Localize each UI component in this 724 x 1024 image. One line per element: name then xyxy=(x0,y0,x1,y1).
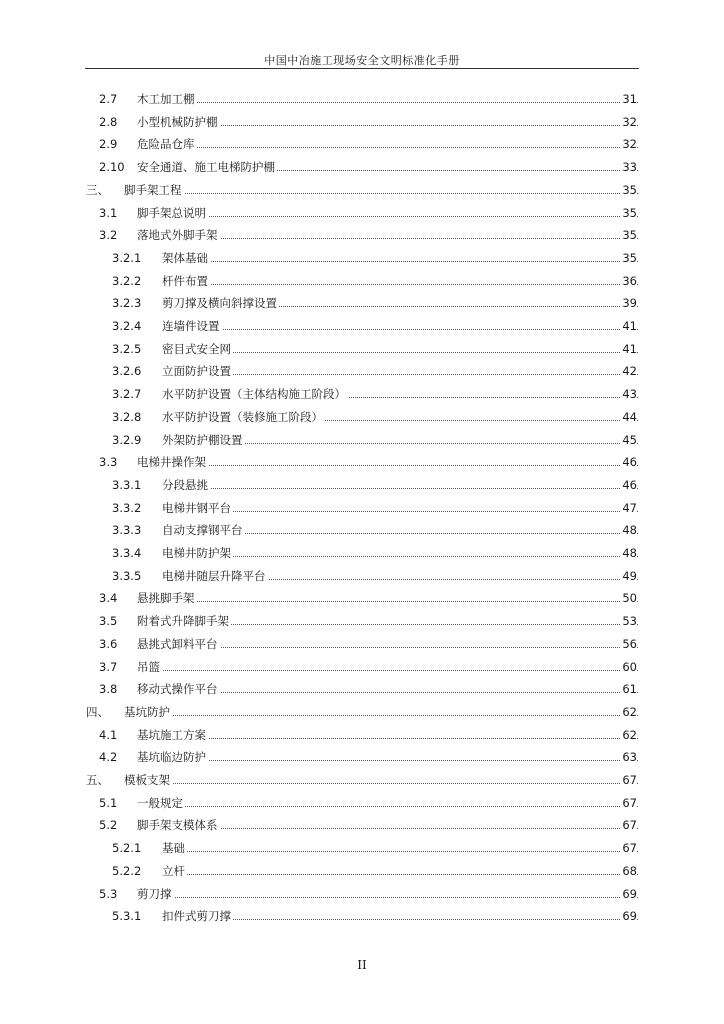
toc-entry-page: 35 xyxy=(622,205,637,220)
toc-entry-number: 2.9 xyxy=(99,137,118,152)
toc-entry-title: 悬挑脚手架 xyxy=(137,591,195,606)
toc-entry[interactable] xyxy=(0,313,724,333)
toc-entry[interactable] xyxy=(0,404,724,424)
toc-entry-title: 分段悬挑 xyxy=(162,477,208,492)
toc-entry[interactable] xyxy=(0,540,724,560)
toc-leader-dots xyxy=(162,850,638,852)
toc-entry-title: 剪刀撑 xyxy=(137,886,172,901)
toc-entry-title: 立杆 xyxy=(162,863,185,878)
toc-leader-dots xyxy=(137,737,638,739)
toc-entry-page: 36 xyxy=(622,273,637,288)
toc-entry-page: 44 xyxy=(622,409,637,424)
toc-entry-page: 32 xyxy=(622,114,637,129)
toc-entry-title: 基坑防护 xyxy=(124,704,170,719)
toc-entry-title: 水平防护设置（装修施工阶段） xyxy=(162,409,323,424)
toc-entry-number: 3.3.4 xyxy=(112,546,142,560)
toc-entry-number: 3.3 xyxy=(99,455,118,470)
toc-entry-page: 68 xyxy=(622,863,637,878)
toc-entry-title: 悬挑式卸料平台 xyxy=(137,636,218,651)
toc-entry[interactable] xyxy=(0,290,724,310)
toc-entry-title: 密目式安全网 xyxy=(162,341,231,356)
toc-leader-dots xyxy=(162,918,638,920)
toc-entry-number: 五、 xyxy=(86,773,109,787)
toc-entry-page: 56 xyxy=(622,636,637,651)
toc-entry-number: 3.2.4 xyxy=(112,319,142,333)
toc-leader-dots xyxy=(137,669,638,671)
toc-entry-page: 41 xyxy=(622,341,637,356)
toc-entry[interactable] xyxy=(0,654,724,674)
toc-entry-page: 69 xyxy=(622,909,637,924)
toc-entry-title: 脚手架总说明 xyxy=(137,205,206,220)
toc-entry-number: 3.2.6 xyxy=(112,364,142,379)
toc-leader-dots xyxy=(162,555,638,557)
toc-leader-dots xyxy=(124,192,638,194)
toc-entry-page: 67 xyxy=(622,795,637,810)
toc-entry[interactable] xyxy=(0,608,724,628)
toc-entry-number: 四、 xyxy=(86,704,109,719)
toc-entry-page: 69 xyxy=(622,886,637,901)
toc-entry-page: 46 xyxy=(622,477,637,492)
toc-entry-page: 47 xyxy=(622,500,637,515)
toc-entry-title: 吊篮 xyxy=(137,659,160,674)
toc-entry-number: 3.6 xyxy=(99,636,118,651)
toc-entry-number: 3.2.2 xyxy=(112,273,142,288)
toc-entry-title: 脚手架工程 xyxy=(124,182,182,197)
toc-entry-title: 危险品仓库 xyxy=(137,137,195,152)
toc-entry-number: 5.2.1 xyxy=(112,841,142,856)
toc-entry[interactable] xyxy=(0,358,724,378)
toc-entry[interactable] xyxy=(0,699,724,719)
toc-entry-number: 3.2.8 xyxy=(112,409,142,424)
toc-entry-title: 杆件布置 xyxy=(162,273,208,288)
header-title: 中国中冶施工现场安全文明标准化手册 xyxy=(264,54,460,67)
toc-entry[interactable] xyxy=(0,858,724,878)
header-divider xyxy=(85,68,639,69)
toc-entry[interactable] xyxy=(0,495,724,515)
toc-entry-number: 3.3.3 xyxy=(112,523,142,538)
toc-entry-title: 电梯井防护架 xyxy=(162,546,231,560)
toc-entry-number: 2.7 xyxy=(99,92,118,106)
toc-entry-page: 35 xyxy=(622,182,637,197)
toc-leader-dots xyxy=(162,487,638,489)
toc-entry-number: 5.3.1 xyxy=(112,909,142,924)
toc-entry-number: 3.2.5 xyxy=(112,341,142,356)
toc-leader-dots xyxy=(137,215,638,217)
toc-entry-page: 48 xyxy=(622,523,637,538)
toc-leader-dots xyxy=(162,510,638,512)
toc-leader-dots xyxy=(124,782,638,784)
footer-page-number: II xyxy=(357,958,367,972)
toc-entry-title: 电梯井随层升降平台 xyxy=(162,568,266,583)
toc-leader-dots xyxy=(137,896,638,898)
toc-leader-dots xyxy=(162,260,638,262)
toc-entry-title: 落地式外脚手架 xyxy=(137,228,218,243)
toc-entry-title: 模板支架 xyxy=(124,773,170,787)
toc-entry[interactable] xyxy=(0,835,724,855)
toc-entry-number: 5.2 xyxy=(99,818,118,833)
toc-entry[interactable] xyxy=(0,222,724,242)
toc-entry[interactable] xyxy=(0,903,724,923)
toc-entry-title: 水平防护设置（主体结构施工阶段） xyxy=(162,387,346,402)
toc-entry-page: 61 xyxy=(622,682,637,697)
toc-entry-number: 4.2 xyxy=(99,750,118,765)
toc-entry[interactable] xyxy=(0,767,724,787)
toc-entry-number: 5.1 xyxy=(99,795,118,810)
toc-entry-page: 60 xyxy=(622,659,637,674)
toc-entry-title: 木工加工棚 xyxy=(137,92,195,106)
toc-entry[interactable] xyxy=(0,449,724,469)
toc-entry-number: 4.1 xyxy=(99,727,118,742)
toc-entry[interactable] xyxy=(0,177,724,197)
toc-entry-number: 3.8 xyxy=(99,682,118,697)
toc-entry-page: 49 xyxy=(622,568,637,583)
toc-entry-page: 48 xyxy=(622,546,637,560)
toc-leader-dots xyxy=(137,600,638,602)
toc-entry-page: 46 xyxy=(622,455,637,470)
toc-entry-number: 2.10 xyxy=(99,160,125,175)
toc-entry[interactable] xyxy=(0,631,724,651)
toc-entry-page: 62 xyxy=(622,727,637,742)
toc-entry[interactable] xyxy=(0,245,724,265)
toc-entry-page: 35 xyxy=(622,250,637,265)
toc-entry-number: 3.2.1 xyxy=(112,250,142,265)
toc-entry-page: 53 xyxy=(622,614,637,629)
toc-entry-number: 3.7 xyxy=(99,659,118,674)
toc-entry-number: 3.5 xyxy=(99,614,118,629)
toc-leader-dots xyxy=(137,146,638,148)
toc-entry[interactable] xyxy=(0,585,724,605)
toc-entry[interactable] xyxy=(0,131,724,151)
toc-entry[interactable] xyxy=(0,268,724,288)
toc-entry-title: 基础 xyxy=(162,841,185,856)
toc-entry-page: 39 xyxy=(622,296,637,311)
toc-entry-number: 3.4 xyxy=(99,591,118,606)
toc-entry-page: 45 xyxy=(622,432,637,447)
toc-leader-dots xyxy=(124,714,638,716)
toc-entry-title: 基坑临边防护 xyxy=(137,750,206,765)
toc-entry[interactable] xyxy=(0,472,724,492)
toc-entry[interactable] xyxy=(0,200,724,220)
toc-leader-dots xyxy=(137,805,638,807)
toc-entry-number: 3.2.7 xyxy=(112,387,142,402)
toc-entry-number: 3.1 xyxy=(99,205,118,220)
toc-entry[interactable] xyxy=(0,812,724,832)
toc-entry-number: 2.8 xyxy=(99,114,118,129)
toc-leader-dots xyxy=(137,464,638,466)
toc-entry-number: 5.3 xyxy=(99,886,118,901)
toc-entry-title: 外架防护棚设置 xyxy=(162,432,243,447)
toc-entry-page: 67 xyxy=(622,773,637,787)
toc-entry-number: 5.2.2 xyxy=(112,863,142,878)
toc-entry-title: 电梯井操作架 xyxy=(137,455,206,470)
toc-entry-title: 移动式操作平台 xyxy=(137,682,218,697)
toc-entry-page: 43 xyxy=(622,387,637,402)
toc-entry[interactable] xyxy=(0,790,724,810)
toc-entry-number: 3.3.1 xyxy=(112,477,142,492)
toc-entry[interactable] xyxy=(0,881,724,901)
toc-entry-number: 3.3.5 xyxy=(112,568,142,583)
toc-entry-title: 安全通道、施工电梯防护棚 xyxy=(137,160,275,175)
toc-entry[interactable] xyxy=(0,381,724,401)
toc-entry-title: 一般规定 xyxy=(137,795,183,810)
toc-entry-page: 62 xyxy=(622,704,637,719)
toc-entry-title: 连墙件设置 xyxy=(162,319,220,333)
toc-entry-number: 三、 xyxy=(86,182,109,197)
toc-entry[interactable] xyxy=(0,676,724,696)
toc-entry-page: 67 xyxy=(622,818,637,833)
toc-entry-page: 31 xyxy=(622,92,637,106)
toc-entry-title: 小型机械防护棚 xyxy=(137,114,218,129)
toc-entry-number: 3.2.9 xyxy=(112,432,142,447)
toc-entry[interactable] xyxy=(0,109,724,129)
toc-entry-number: 3.3.2 xyxy=(112,500,142,515)
toc-leader-dots xyxy=(162,373,638,375)
toc-entry-page: 35 xyxy=(622,228,637,243)
toc-entry-page: 63 xyxy=(622,750,637,765)
toc-entry-title: 附着式升降脚手架 xyxy=(137,614,229,629)
toc-entry[interactable] xyxy=(0,517,724,537)
toc-leader-dots xyxy=(162,351,638,353)
toc-entry-number: 3.2.3 xyxy=(112,296,142,311)
toc-entry-page: 67 xyxy=(622,841,637,856)
toc-entry-title: 扣件式剪刀撑 xyxy=(162,909,231,924)
toc-entry-title: 架体基础 xyxy=(162,250,208,265)
toc-entry[interactable] xyxy=(0,336,724,356)
toc-entry-page: 33 xyxy=(622,160,637,175)
toc-entry[interactable] xyxy=(0,86,724,106)
toc-entry[interactable] xyxy=(0,427,724,447)
toc-entry-page: 41 xyxy=(622,319,637,333)
toc-leader-dots xyxy=(162,873,638,875)
toc-entry-page: 42 xyxy=(622,364,637,379)
toc-entry[interactable] xyxy=(0,722,724,742)
toc-leader-dots xyxy=(162,328,638,330)
toc-entry-page: 32 xyxy=(622,137,637,152)
toc-entry[interactable] xyxy=(0,154,724,174)
toc-entry-title: 立面防护设置 xyxy=(162,364,231,379)
toc-entry-title: 基坑施工方案 xyxy=(137,727,206,742)
toc-entry[interactable] xyxy=(0,744,724,764)
toc-entry-number: 3.2 xyxy=(99,228,118,243)
toc-entry-title: 电梯井钢平台 xyxy=(162,500,231,515)
toc-entry-title: 剪刀撑及横向斜撑设置 xyxy=(162,296,277,311)
toc-leader-dots xyxy=(137,759,638,761)
toc-entry-title: 自动支撑钢平台 xyxy=(162,523,243,538)
toc-entry-page: 50 xyxy=(622,591,637,606)
toc-leader-dots xyxy=(137,101,638,103)
toc-leader-dots xyxy=(162,283,638,285)
toc-entry[interactable] xyxy=(0,563,724,583)
toc-entry-title: 脚手架支模体系 xyxy=(137,818,218,833)
